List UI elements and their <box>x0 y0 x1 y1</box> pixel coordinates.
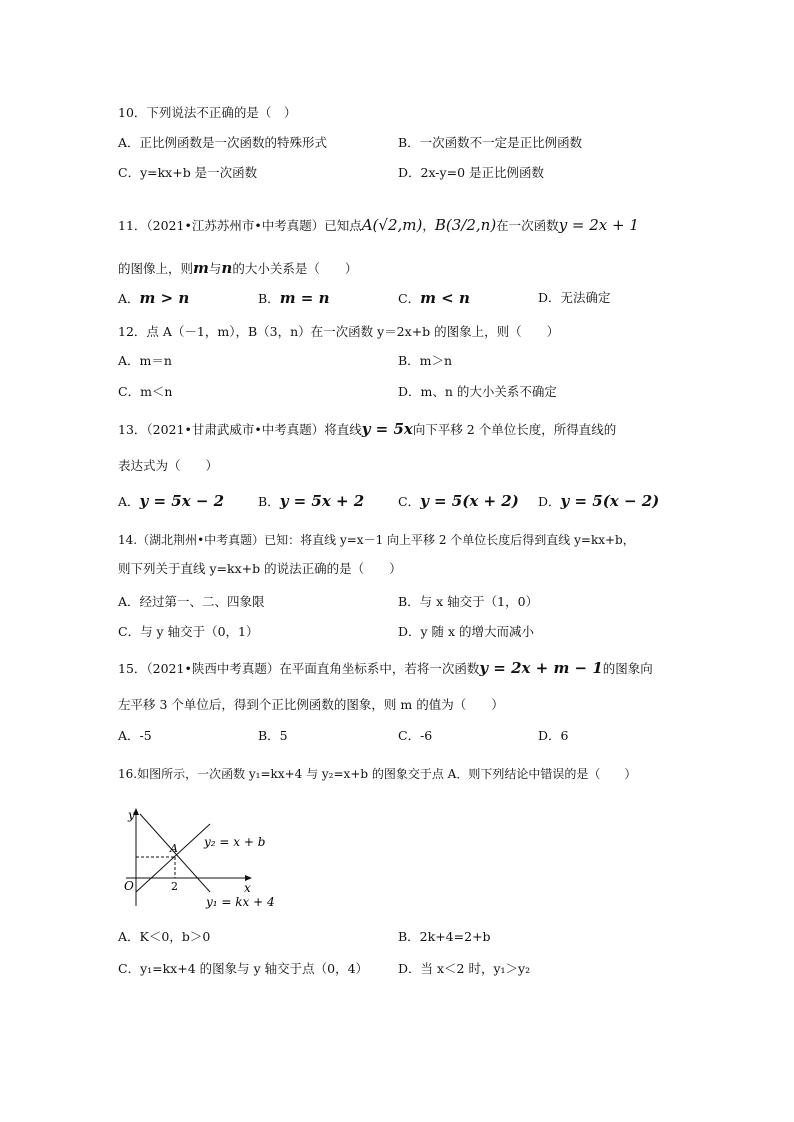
q10-option-a: A．正比例函数是一次函数的特殊形式 <box>118 135 328 150</box>
question-13-stem-line2: 表达式为（ ） <box>118 458 219 473</box>
q12-option-b: B．m＞n <box>398 353 453 368</box>
q13-option-d <box>538 492 659 511</box>
q11-option-a <box>118 289 189 308</box>
q11-stem-c: 的图像上，则 <box>118 261 194 276</box>
question-12-stem: 12．点 A（－1，m），B（3，n）在一次函数 y＝2x+b 的图象上，则（ ） <box>118 324 560 339</box>
q11-option-b <box>258 289 329 308</box>
q11-option-b-text: m = n <box>279 289 330 307</box>
q14-option-a: A．经过第一、二、四象限 <box>118 594 265 609</box>
x-axis-label: x <box>244 881 251 895</box>
q11-option-c-text: m < n <box>420 289 470 307</box>
q13-option-c <box>398 492 519 511</box>
q12-option-a: A．m＝n <box>118 353 172 368</box>
q11-stem-a: 11．（2021•江苏苏州市•中考真题）已知点 <box>118 218 362 233</box>
q13-option-c-label: C． <box>398 494 421 509</box>
q10-option-b: B．一次函数不一定是正比例函数 <box>398 135 583 150</box>
q11-option-a-label: A． <box>118 291 140 306</box>
q16-option-d: D．当 x＜2 时，y₁＞y₂ <box>398 961 531 976</box>
q13-option-a-label: A． <box>118 494 140 509</box>
question-11-stem-line1 <box>118 210 639 241</box>
q11-option-c <box>398 289 470 308</box>
q11-option-a-text: m > n <box>139 289 190 307</box>
q15-option-b: B．5 <box>258 728 288 743</box>
q13-line: y = 5x <box>361 420 413 438</box>
tick-2-label: 2 <box>171 880 178 893</box>
q14-option-d: D．y 随 x 的增大而减小 <box>398 624 535 639</box>
q11-point-a: A(√2,m) <box>361 216 423 234</box>
q13-stem-b: 向下平移 2 个单位长度，所得直线的 <box>412 422 617 437</box>
q11-stem-b: 在一次函数 <box>496 218 559 233</box>
q11-var-m: m <box>193 259 209 277</box>
question-15-stem-line2: 左平移 3 个单位后，得到个正比例函数的图象，则 m 的值为（ ） <box>118 697 504 712</box>
q11-comma: ， <box>422 218 435 233</box>
question-13-stem-line1 <box>118 420 616 439</box>
q11-stem-d: 的大小关系是（ ） <box>232 261 358 276</box>
q12-option-d: D．m、n 的大小关系不确定 <box>398 384 557 399</box>
q13-option-b-label: B． <box>258 494 280 509</box>
q13-option-b <box>258 492 364 511</box>
q16-option-b: B．2k+4=2+b <box>398 929 491 944</box>
q13-option-a <box>118 492 224 511</box>
question-16-stem: 16.如图所示，一次函数 y₁=kx+4 与 y₂=x+b 的图象交于点 A．则下列结论中错误的是（ ） <box>118 767 637 781</box>
q15-option-d: D．6 <box>538 728 569 743</box>
question-14-stem-line1: 14.（湖北荆州•中考真题）已知：将直线 y=x－1 向上平移 2 个单位长度后得到直线 y=kx+b， <box>118 533 635 547</box>
q13-option-d-text: y = 5(x − 2) <box>560 492 660 510</box>
y-axis-label: y <box>128 808 135 822</box>
y2-equation-label: y₂ = x + b <box>204 835 266 849</box>
question-10-stem: 10．下列说法不正确的是（ ） <box>118 105 297 120</box>
q11-yu: 与 <box>208 261 222 276</box>
q15-stem-b: 的图象向 <box>602 661 653 676</box>
q10-option-d: D．2x-y=0 是正比例函数 <box>398 165 544 180</box>
q11-option-b-label: B． <box>258 291 280 306</box>
q14-option-c: C．与 y 轴交于（0，1） <box>118 624 259 639</box>
q11-function: y = 2x + 1 <box>558 216 639 234</box>
question-15-stem-line1 <box>118 659 653 678</box>
q15-option-c: C．-6 <box>398 728 433 743</box>
y1-equation-label: y₁ = kx + 4 <box>206 895 275 909</box>
q13-option-a-text: y = 5x − 2 <box>139 492 225 510</box>
q15-option-a: A．-5 <box>118 728 152 743</box>
q13-option-b-text: y = 5x + 2 <box>279 492 365 510</box>
q14-option-b: B．与 x 轴交于（1，0） <box>398 594 539 609</box>
question-14-stem-line2: 则下列关于直线 y=kx+b 的说法正确的是（ ） <box>118 561 402 576</box>
q15-function: y = 2x + m − 1 <box>479 659 603 677</box>
q13-option-d-label: D． <box>538 494 561 509</box>
q11-point-b: B(3/2,n) <box>434 216 497 234</box>
q11-option-c-label: C． <box>398 291 421 306</box>
origin-label: O <box>124 879 134 893</box>
q13-stem-a: 13．（2021•甘肃武威市•中考真题）将直线 <box>118 422 362 437</box>
q16-option-c: C．y₁=kx+4 的图象与 y 轴交于点（0，4） <box>118 961 369 976</box>
q15-stem-a: 15．（2021•陕西中考真题）在平面直角坐标系中，若将一次函数 <box>118 661 480 676</box>
q16-function-graph <box>118 806 288 916</box>
q10-option-c: C．y=kx+b 是一次函数 <box>118 165 258 180</box>
q16-option-a: A．K＜0，b＞0 <box>118 929 211 944</box>
q12-option-c: C．m＜n <box>118 384 173 399</box>
q11-option-d: D．无法确定 <box>538 290 611 305</box>
q13-option-c-text: y = 5(x + 2) <box>420 492 519 510</box>
question-11-stem-line2 <box>118 259 357 278</box>
q11-var-n: n <box>221 259 233 277</box>
point-a-label: A <box>170 842 178 855</box>
